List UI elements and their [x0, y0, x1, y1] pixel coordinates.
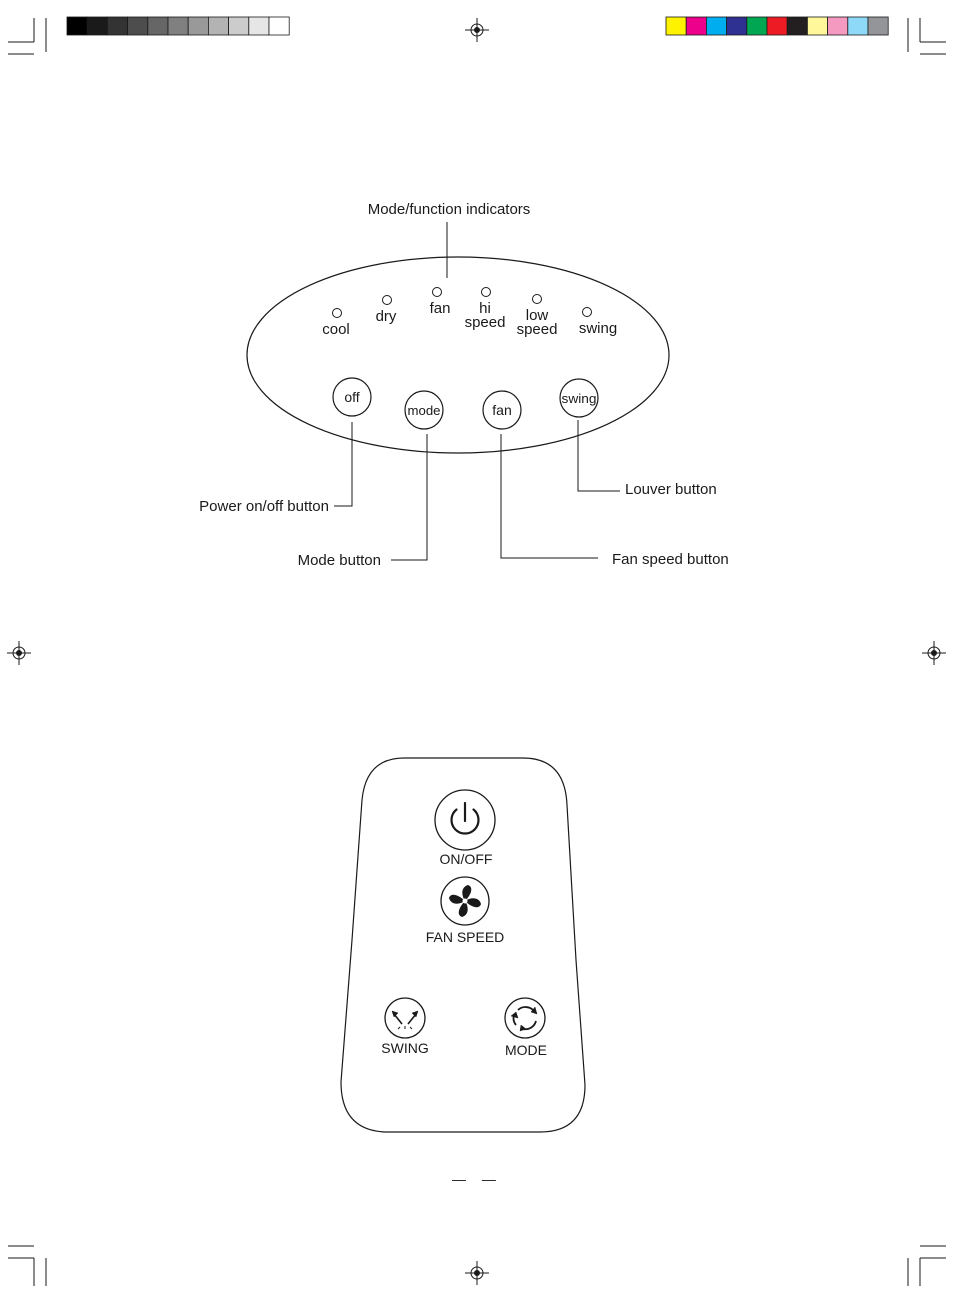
indicator-label: low: [525, 307, 549, 324]
button-label: mode: [407, 403, 441, 418]
calibration-swatch: [686, 17, 706, 35]
color-calibration-bar: [666, 17, 888, 35]
remote-button-label: SWING: [381, 1040, 429, 1056]
panel-mode-button[interactable]: [405, 391, 443, 429]
calibration-swatch: [148, 17, 168, 35]
remote-mode-button[interactable]: [505, 998, 545, 1038]
calibration-swatch: [807, 17, 827, 35]
indicator-low-speed: [517, 295, 558, 339]
remote-swing-button[interactable]: [385, 998, 425, 1038]
indicator-hi-speed: [465, 288, 506, 332]
calibration-swatch: [787, 17, 807, 35]
indicator-label: hi: [479, 300, 491, 317]
remote-button-label: MODE: [505, 1042, 547, 1058]
indicator-dry: [376, 296, 397, 326]
indicator-led-icon: [583, 308, 592, 317]
mode-button-callout: Mode button: [297, 552, 381, 569]
calibration-swatch: [67, 17, 87, 35]
indicator-label-line2: speed: [516, 321, 558, 338]
indicator-led-icon: [433, 288, 442, 297]
button-label: fan: [492, 402, 512, 418]
indicators-callout-label: Mode/function indicators: [367, 201, 531, 218]
indicator-label: fan: [429, 300, 451, 317]
calibration-swatch: [168, 17, 188, 35]
calibration-swatch: [107, 17, 127, 35]
indicator-label-line2: speed: [464, 314, 506, 331]
remote-on-off-button[interactable]: [435, 790, 495, 850]
remote-control-diagram: [341, 758, 585, 1132]
indicator-label: dry: [375, 308, 397, 325]
calibration-swatch: [128, 17, 148, 35]
control-panel-outline: [247, 257, 669, 453]
remote-button-label: FAN SPEED: [425, 929, 505, 945]
indicator-label: cool: [322, 321, 350, 338]
calibration-swatch: [188, 17, 208, 35]
remote-fan-speed-button[interactable]: [441, 877, 489, 925]
panel-off-button[interactable]: [333, 378, 371, 416]
calibration-swatch: [87, 17, 107, 35]
calibration-swatch: [249, 17, 269, 35]
callout-leader-lines: [334, 420, 620, 560]
calibration-swatch: [767, 17, 787, 35]
fan-speed-button-callout: Fan speed button: [612, 551, 729, 568]
remote-button-label: ON/OFF: [439, 851, 493, 867]
control-panel-diagram: [199, 201, 729, 569]
calibration-swatch: [848, 17, 868, 35]
panel-swing-button[interactable]: [560, 379, 598, 417]
indicator-swing: [579, 308, 617, 338]
gray-calibration-bar: [67, 17, 289, 35]
indicator-label: swing: [578, 320, 618, 337]
button-label: off: [344, 389, 360, 405]
indicator-led-icon: [533, 295, 542, 304]
louver-button-callout: Louver button: [625, 481, 717, 498]
calibration-swatch: [747, 17, 767, 35]
button-label: swing: [561, 391, 597, 406]
power-button-callout: Power on/off button: [199, 498, 329, 515]
calibration-swatch: [666, 17, 686, 35]
calibration-swatch: [269, 17, 289, 35]
indicator-led-icon: [333, 309, 342, 318]
page-number: — —: [452, 1171, 502, 1187]
indicator-cool: [322, 309, 350, 339]
calibration-swatch: [706, 17, 726, 35]
calibration-swatch: [229, 17, 249, 35]
indicator-led-icon: [383, 296, 392, 305]
panel-fan-button[interactable]: [483, 391, 521, 429]
indicator-led-icon: [482, 288, 491, 297]
calibration-swatch: [828, 17, 848, 35]
calibration-swatch: [868, 17, 888, 35]
calibration-swatch: [208, 17, 228, 35]
calibration-swatch: [727, 17, 747, 35]
indicator-fan: [430, 288, 451, 318]
